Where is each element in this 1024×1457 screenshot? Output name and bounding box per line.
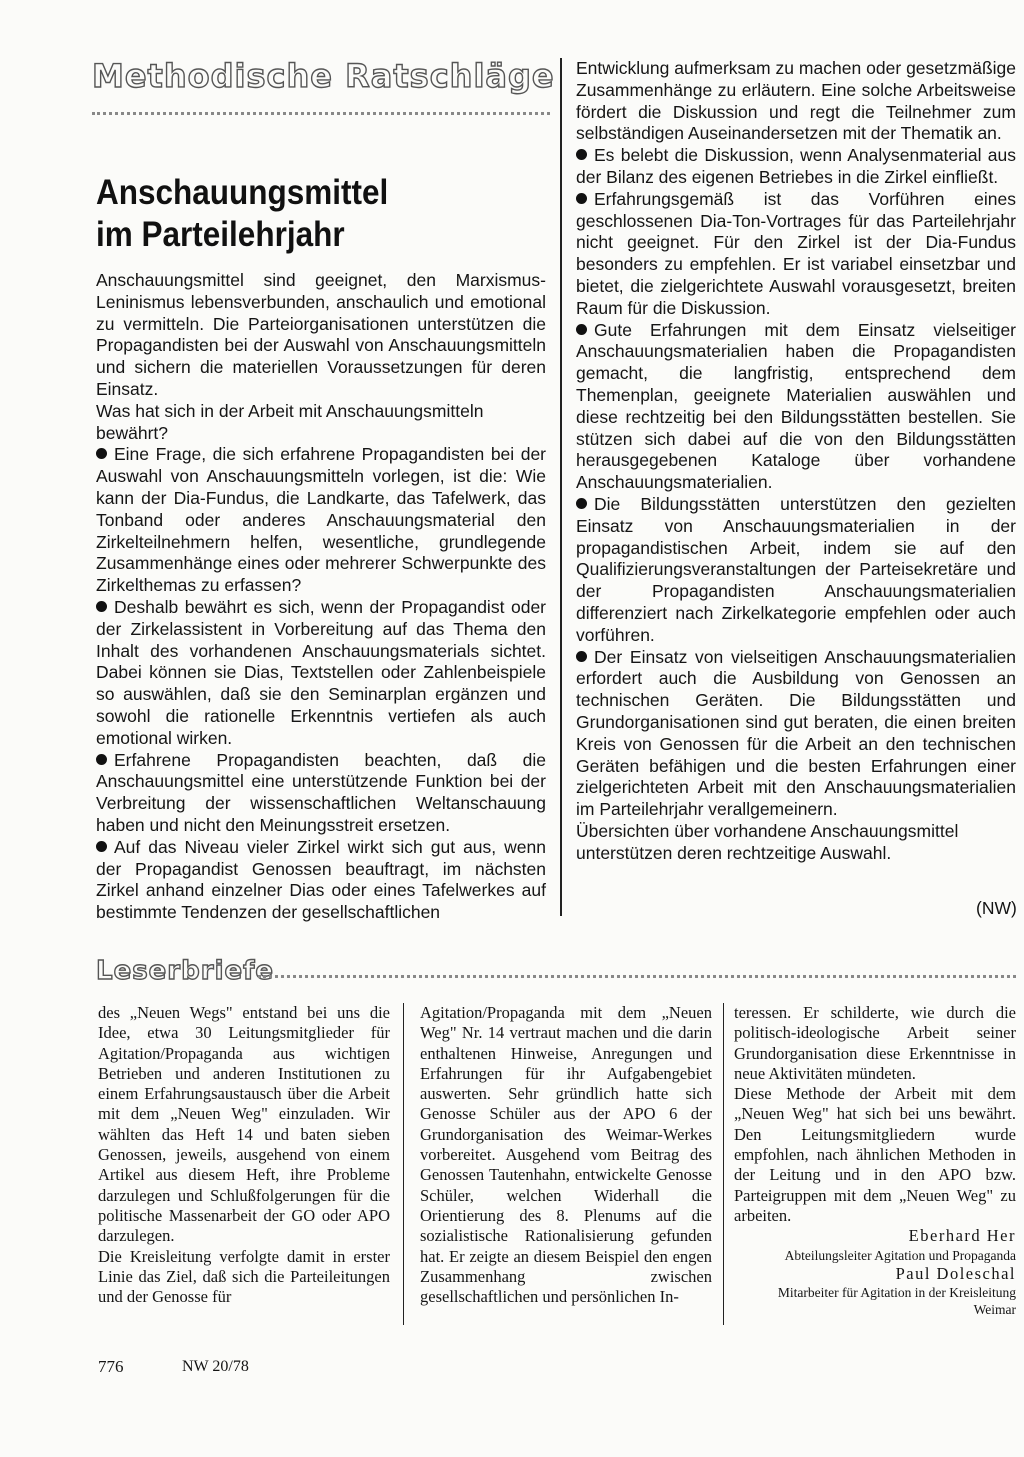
article-point: Deshalb bewährt es sich, wenn der Propagandist oder der Zirkelassistent in Vorbereitung auf das Thema den Inhalt des vorhandenen Anschauungsmaterials sichtet. Dabei können sie Dias, Textstellen oder Zahlenbeispiele so auswählen, daß sie den Seminarplan ergänzen und sowohl die rationelle Erkenntnis vertiefen als auch emotional wirken.	[96, 596, 546, 748]
article-headline	[96, 172, 501, 256]
article-point: Erfahrungsgemäß ist das Vorführen eines geschlossenen Dia-Ton-Vortrages für das Parteilehrjahr nicht geeignet. Für den Zirkel ist der Dia-Fundus besonders zu empfehlen. Er ist variabel einsetzbar und bietet, die zielgerichtete Auswahl vorausgesetzt, breiten Raum für die Diskussion.	[576, 188, 1016, 318]
bullet-icon	[576, 651, 587, 662]
signature-name-1: Eberhard Her	[908, 1226, 1016, 1246]
headline-line-1: Anschauungsmittel	[96, 173, 389, 212]
letters-divider-2	[723, 1003, 724, 1325]
signature-name-2: Paul Doleschal	[895, 1263, 1016, 1283]
page-number: 776	[98, 1357, 124, 1376]
bullet-icon	[96, 601, 107, 612]
article-column-2	[576, 58, 1016, 864]
bullet-icon	[576, 324, 587, 335]
article-point: Die Bildungsstätten unterstützen den gezielten Einsatz von Anschauungsmaterialien in der propagandistischen Arbeit, indem sie auf den Qualifizierungsveranstaltungen der Parteisekretäre und der Propagandisten Anschauungsmaterialien differenziert nach Zirkelkategorie empfehlen oder auch vorführen.	[576, 493, 1016, 645]
letters-column-3: teressen. Er schilderte, wie durch die politisch-ideologische Arbeit seiner Grundorganisation diese Erkenntnisse in neue Aktivitäten mündeten. Diese Methode der Arbeit mit dem „Neuen Weg" hat sich bei uns bewährt. Den Leitungsmitgliedern wurde empfohlen, nach ähnlichen Methoden in der Leitung und in den APO bzw. Parteigruppen mit dem „Neuen Weg" zu arbeiten. Eberhard Her Abteilungsleiter Agitation und Propaganda Paul Doleschal Mitarbeiter für Agitation in der Kreisleitung Weimar	[734, 1003, 1016, 1317]
signature-role-1: Abteilungsleiter Agitation und Propaganda	[784, 1247, 1016, 1263]
bullet-icon	[576, 149, 587, 160]
letters-column-1: des „Neuen Wegs" entstand bei uns die Idee, etwa 30 Leitungsmitglieder für Agitation/Propaganda aus wichtigen Betrieben und anderen Institutionen zu einem Erfahrungsaustausch über die Arbeit mit dem „Neuen Weg" einzuladen. Wir wählten das Heft 14 und baten sieben Genossen, jeweils, ausgehend von einem Artikel aus diesem Heft, ihre Probleme darzulegen und Schlußfolgerungen für die politische Massenarbeit der GO oder APO darzulegen. Die Kreisleitung verfolgte damit in erster Linie das Ziel, daß sich die Parteileitungen und der Genosse für	[98, 1003, 390, 1307]
article-point: Gute Erfahrungen mit dem Einsatz vielseitiger Anschauungsmaterialien haben die Propagandisten gemacht, die langfristig, entsprechend dem Themenplan, geeignete Materialien auswählen und diese rechtzeitig bei den Bildungsstätten bestellen. Sie stützen sich dabei auf die von den Bildungsstätten herausgegebenen Kataloge über vorhandene Anschauungsmaterialien.	[576, 319, 1016, 493]
section-heading-methodische-ratschlaege: Methodische Ratschläge	[92, 57, 555, 95]
article-point: Der Einsatz von vielseitigen Anschauungsmaterialien erfordert auch die Ausbildung von Genossen an technischen Geräten. Die Bildungsstätten und Grundorganisationen sind gut beraten, die einen breiten Kreis von Genossen für die Arbeit an den technischen Geräten befähigen und die besten Erfahrungen einer zielgerichteten Arbeit mit den Anschauungsmaterialien im Parteilehrjahr verallgemeinern.	[576, 646, 1016, 820]
letters-divider-1	[403, 1003, 404, 1325]
bullet-icon	[576, 498, 587, 509]
article-point: Erfahrene Propagandisten beachten, daß die Anschauungsmittel eine unterstützende Funktion bei der Verbreitung der wissenschaftlichen Weltanschauung haben und nicht den Meinungsstreit ersetzen.	[96, 749, 546, 835]
article-point: Es belebt die Diskussion, wenn Analysenmaterial aus der Bilanz des eigenen Betriebes in die Zirkel einfließt.	[576, 145, 1016, 187]
article-point-continued: Entwicklung aufmerksam zu machen oder gesetzmäßige Zusammenhänge zu erläutern. Eine solche Arbeitsweise fördert die Diskussion und regt die Teilnehmer zum selbständigen Auseinandersetzen mit der Thematik an.	[576, 58, 1016, 144]
article-summary: Übersichten über vorhandene Anschauungsmittel unterstützen deren rechtzeitige Auswahl.	[576, 820, 959, 863]
bullet-icon	[96, 841, 107, 852]
bullet-icon	[96, 754, 107, 765]
section-heading-rule	[92, 112, 550, 115]
article-column-1	[96, 270, 546, 924]
article-question: Was hat sich in der Arbeit mit Anschauungsmitteln bewährt?	[96, 400, 484, 443]
article-intro: Anschauungsmittel sind geeignet, den Marxismus-Leninismus lebensverbunden, anschaulich und emotional zu vermitteln. Die Parteiorganisationen unterstützen die Propagandisten bei der Auswahl von Anschauungsmitteln und sichern die materiellen Voraussetzungen für deren Einsatz.	[96, 270, 546, 399]
article-source-tag: (NW)	[976, 898, 1017, 918]
column-divider	[560, 58, 562, 916]
section-heading-leserbriefe: Leserbriefe	[96, 956, 275, 986]
issue-number: NW 20/78	[182, 1358, 249, 1375]
letters-column-2: Agitation/Propaganda mit dem „Neuen Weg" Nr. 14 vertraut machen und die darin enthaltenen Hinweise, Anregungen und Erfahrungen für ihr Aufgabengebiet auswerten. Sehr gründlich hatte sich Genosse Schüler aus der APO 6 der Grundorganisation des Weimar-Werkes vorbereitet. Ausgehend vom Beitrag des Genossen Tautenhahn, entwickelte Genosse Schüler, welchen Widerhall die Orientierung des 8. Plenums auf die sozialistische Rationalisierung gefunden hat. Er zeigte an diesem Beispiel den engen Zusammenhang zwischen gesellschaftlichen und persönlichen In-	[420, 1003, 712, 1307]
headline-line-2: im Parteilehrjahr	[96, 215, 345, 254]
article-point: Auf das Niveau vieler Zirkel wirkt sich gut aus, wenn der Propagandist Genossen beauftragt, im nächsten Zirkel anhand einzelner Dias oder eines Tafelwerkes auf bestimmte Tendenzen der gesellschaftlichen	[96, 836, 546, 923]
signature-role-2: Mitarbeiter für Agitation in der Kreisleitung Weimar	[777, 1284, 1016, 1317]
bullet-icon	[576, 193, 587, 204]
article-point: Eine Frage, die sich erfahrene Propagandisten bei der Auswahl von Anschauungsmitteln vorlegen, ist die: Wie kann der Dia-Fundus, die Landkarte, das Tafelwerk, das Tonband oder anderes Anschauungsmaterial den Zirkelteilnehmern helfen, wesentliche, grundlegende Zusammenhänge eines oder mehrerer Schwerpunkte des Zirkelthemas zu erfassen?	[96, 444, 546, 596]
bullet-icon	[96, 448, 107, 459]
letters-heading-rule	[258, 975, 1016, 978]
